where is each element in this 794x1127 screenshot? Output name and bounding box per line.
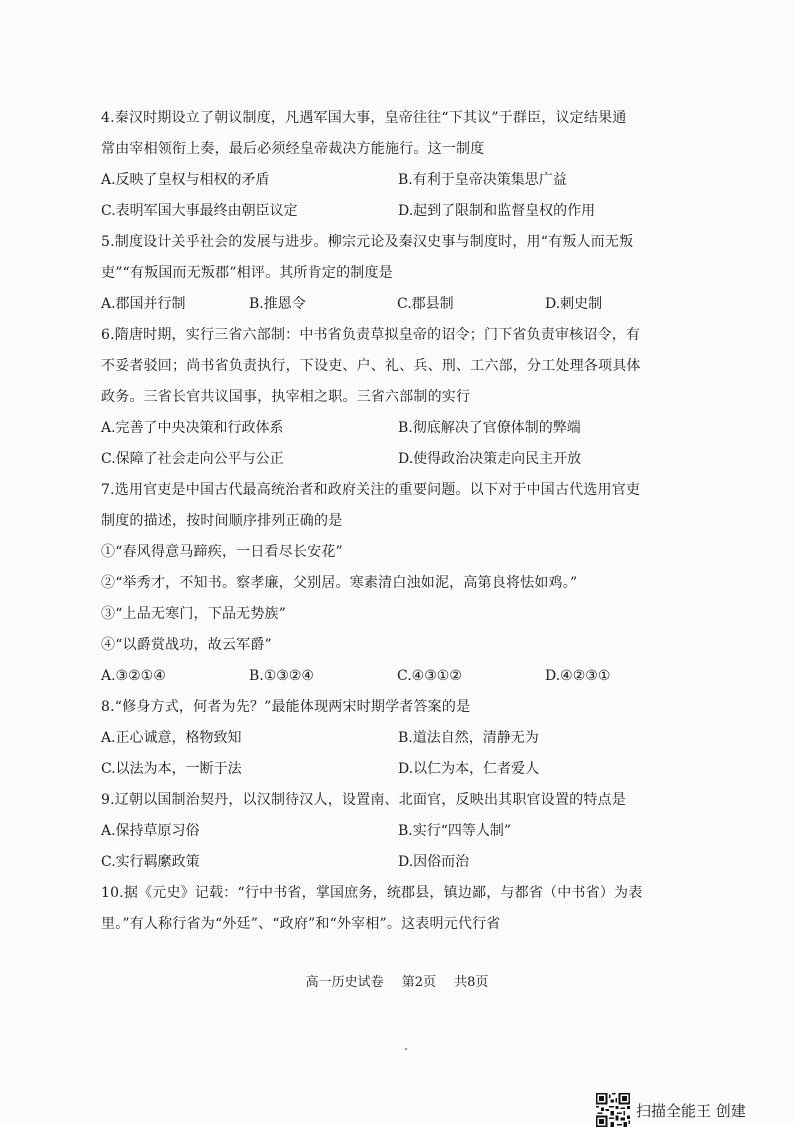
option-d: D.因俗而治 <box>398 854 470 870</box>
question-stem-line: 政务。三省长官共议国事，执宰相之职。三省六部制的实行 <box>101 389 471 405</box>
option-a: A.③②①④ <box>101 668 166 684</box>
question-7 <box>101 475 701 692</box>
questions-area <box>101 103 701 940</box>
quote-item-3: ③“上品无寒门，下品无势族” <box>101 606 287 622</box>
option-row <box>101 165 701 196</box>
question-10 <box>101 878 701 940</box>
option-row <box>101 413 701 444</box>
question-stem-line: 不妥者驳回；尚书省负责执行，下设吏、户、礼、兵、刑、工六部，分工处理各项具体 <box>101 358 641 374</box>
question-stem-line: 9.辽朝以国制治契丹，以汉制待汉人，设置南、北面官，反映出其职官设置的特点是 <box>101 792 626 808</box>
question-stem-line: 8.“修身方式，何者为先？”最能体现两宋时期学者答案的是 <box>101 699 471 715</box>
quote-item-1: ①“春风得意马蹄疾，一日看尽长安花” <box>101 544 343 560</box>
option-d: D.以仁为本，仁者爱人 <box>398 761 540 777</box>
option-a: A.反映了皇权与相权的矛盾 <box>101 172 270 188</box>
option-c: C.④③①② <box>397 668 462 684</box>
option-b: B.①③②④ <box>249 668 314 684</box>
option-b: B.实行“四等人制” <box>398 823 512 839</box>
question-stem-line: 吏”“有叛国而无叛郡”相评。其所肯定的制度是 <box>101 265 393 281</box>
option-row <box>101 816 701 847</box>
option-c: C.实行羁縻政策 <box>101 854 200 870</box>
quote-item-2: ②“举秀才，不知书。察孝廉，父别居。寒素清白浊如泥，高第良将怯如鸡。” <box>101 575 578 591</box>
question-stem-line: 4.秦汉时期设立了朝议制度，凡遇军国大事，皇帝往往“下其议”于群臣，议定结果通 <box>101 110 627 126</box>
question-stem-line: 制度的描述，按时间顺序排列正确的是 <box>101 513 343 529</box>
option-c: C.以法为本，一断于法 <box>101 761 242 777</box>
option-d: D.起到了限制和监督皇权的作用 <box>398 203 596 219</box>
option-row <box>101 444 701 475</box>
option-b: B.道法自然，清静无为 <box>398 730 539 746</box>
question-stem-line: 常由宰相领衔上奏，最后必须经皇帝裁决方能施行。这一制度 <box>101 141 485 157</box>
page-total: 共8页 <box>454 975 489 990</box>
option-c: C.郡县制 <box>397 296 454 312</box>
option-a: A.正心诚意，格物致知 <box>101 730 242 746</box>
option-a: A.保持草原习俗 <box>101 823 200 839</box>
option-b: B.彻底解决了官僚体制的弊端 <box>398 420 581 436</box>
option-d: D.④②③① <box>545 668 611 684</box>
page-number: 第2页 <box>401 975 436 990</box>
option-row <box>101 847 701 878</box>
option-d: D.刺史制 <box>545 296 603 312</box>
question-stem-line: 里。”有人称行省为“外廷”、“政府”和“外宰相”。这表明元代行省 <box>101 916 501 932</box>
scanner-watermark <box>596 1093 746 1127</box>
option-c: C.表明军国大事最终由朝臣议定 <box>101 203 298 219</box>
option-row <box>101 723 701 754</box>
question-stem-line: 7.选用官吏是中国古代最高统治者和政府关注的重要问题。以下对于中国古代选用官吏 <box>101 482 641 498</box>
scan-speck <box>405 1048 407 1050</box>
question-6 <box>101 320 701 475</box>
question-stem-line: 6.隋唐时期，实行三省六部制：中书省负责草拟皇帝的诏令；门下省负责审核诏令，有 <box>101 327 641 343</box>
question-8 <box>101 692 701 785</box>
option-c: C.保障了社会走向公平与公正 <box>101 451 284 467</box>
option-row <box>101 661 701 692</box>
question-5 <box>101 227 701 320</box>
option-a: A.郡国并行制 <box>101 296 186 312</box>
qr-code-icon <box>596 1093 630 1127</box>
question-9 <box>101 785 701 878</box>
question-stem-line: 10.据《元史》记载：“行中书省，掌国庶务，统郡县，镇边鄙，与都省（中书省）为表 <box>101 885 643 901</box>
page-footer <box>0 971 794 990</box>
question-4 <box>101 103 701 227</box>
option-d: D.使得政治决策走向民主开放 <box>398 451 582 467</box>
option-row <box>101 754 701 785</box>
watermark-text: 扫描全能王 创建 <box>636 1101 746 1120</box>
option-b: B.有利于皇帝决策集思广益 <box>398 172 567 188</box>
question-stem-line: 5.制度设计关乎社会的发展与进步。柳宗元论及秦汉史事与制度时，用“有叛人而无叛 <box>101 234 634 250</box>
option-row <box>101 196 701 227</box>
option-row <box>101 289 701 320</box>
option-b: B.推恩令 <box>249 296 306 312</box>
option-a: A.完善了中央决策和行政体系 <box>101 420 284 436</box>
quote-item-4: ④“以爵赏战功，故云军爵” <box>101 637 272 653</box>
exam-title: 高一历史试卷 <box>305 975 384 990</box>
